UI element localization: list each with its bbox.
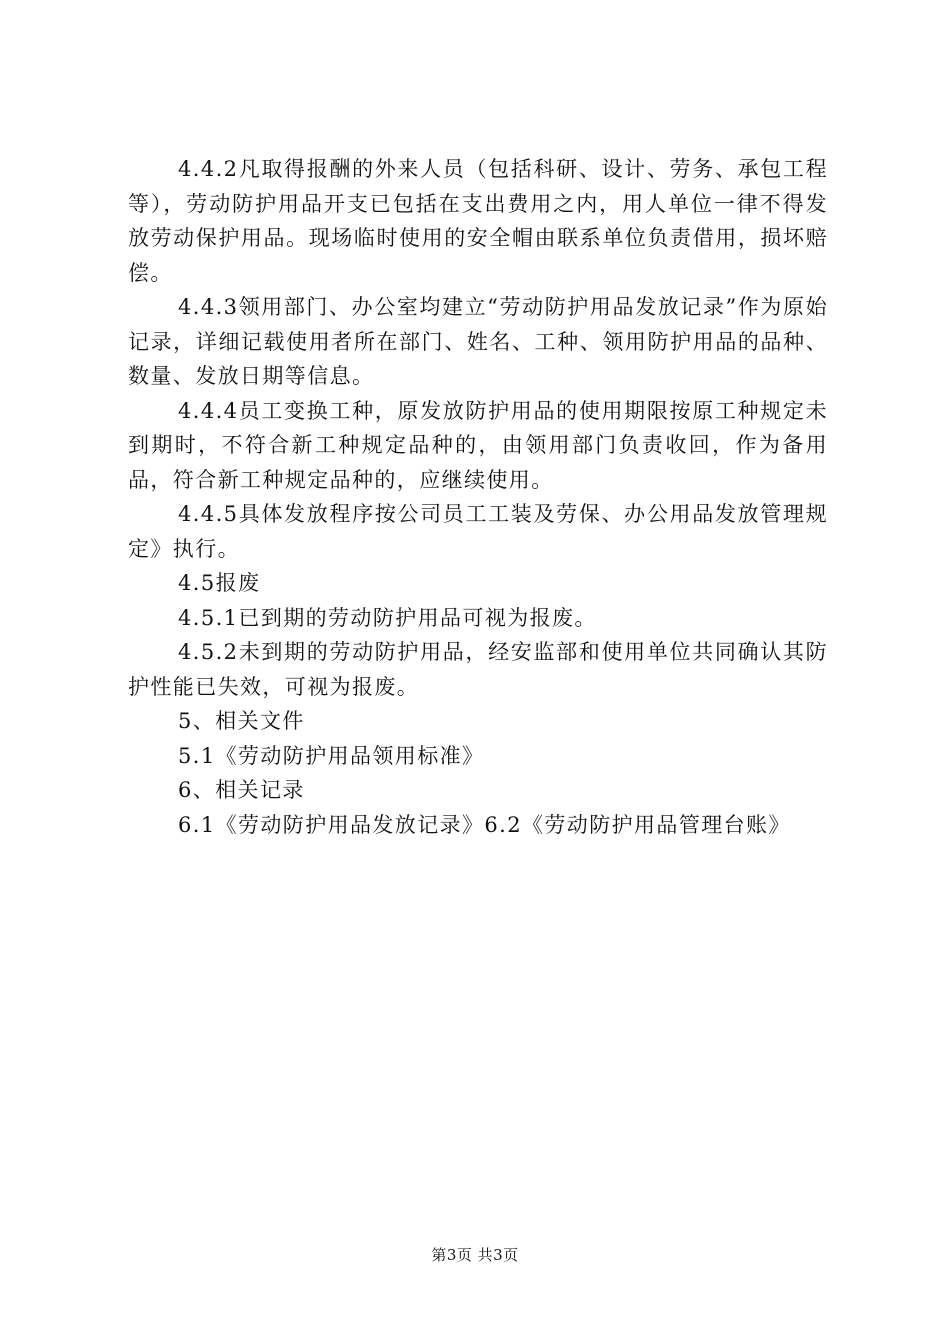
document-body bbox=[128, 152, 828, 842]
section-heading-5: 5、相关文件 bbox=[178, 709, 305, 733]
paragraph-4-4-3: 4.4.3领用部门、办公室均建立“劳动防护用品发放记录”作为原始记录，详细记载使用者所在部门、姓名、工种、领用防护用品的品种、数量、发放日期等信息。 bbox=[128, 295, 828, 388]
paragraph-4-4-2: 4.4.2凡取得报酬的外来人员（包括科研、设计、劳务、承包工程等），劳动防护用品开支已包括在支出费用之内，用人单位一律不得发放劳动保护用品。现场临时使用的安全帽由联系单位负责借用，损坏赔偿。 bbox=[128, 157, 828, 285]
section-heading-6: 6、相关记录 bbox=[178, 778, 305, 802]
page-number-footer: 第3页 共3页 bbox=[431, 1246, 519, 1264]
paragraph-4-4-4: 4.4.4员工变换工种，原发放防护用品的使用期限按原工种规定未到期时，不符合新工种规定品种的，由领用部门负责收回，作为备用品，符合新工种规定品种的，应继续使用。 bbox=[128, 398, 828, 492]
paragraph-4-5-1: 4.5.1已到期的劳动防护用品可视为报废。 bbox=[178, 605, 597, 630]
paragraph-5-1: 5.1《劳动防护用品领用标准》 bbox=[178, 743, 485, 768]
section-heading-4-5: 4.5报废 bbox=[178, 571, 261, 595]
paragraph-6-1: 6.1《劳动防护用品发放记录》6.2《劳动防护用品管理台账》 bbox=[178, 812, 791, 837]
paragraph-4-5-2: 4.5.2未到期的劳动防护用品，经安监部和使用单位共同确认其防护性能已失效，可视为报废。 bbox=[128, 640, 828, 699]
paragraph-4-4-5: 4.4.5具体发放程序按公司员工工装及劳保、办公用品发放管理规定》执行。 bbox=[128, 502, 828, 561]
